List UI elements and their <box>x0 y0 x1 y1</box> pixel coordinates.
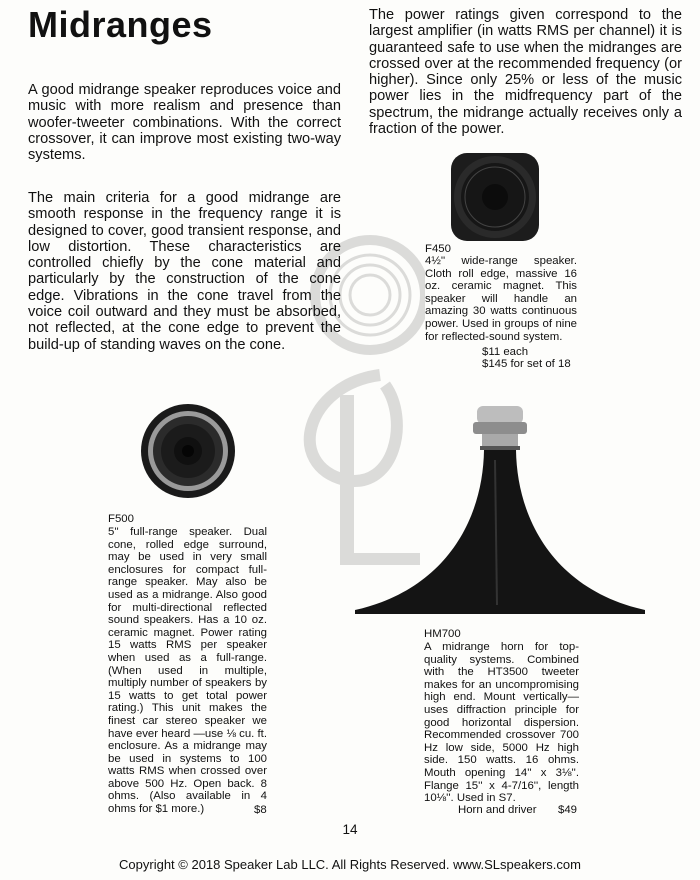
hm700-price-label: Horn and driver <box>458 804 537 816</box>
copyright-footer: Copyright © 2018 Speaker Lab LLC. All Rights Reserved. www.SLspeakers.com <box>119 857 581 872</box>
f450-description: 4½'' wide-range speaker. Cloth roll edge, massive 16 oz. ceramic magnet. This speaker will handle an amazing 30 watts continuous power. Used in groups of nine for reflected-sound system. <box>425 255 577 343</box>
f450-price-set: $145 for set of 18 <box>482 358 571 370</box>
page-title: Midranges <box>28 4 213 45</box>
intro-paragraph: A good midrange speaker reproduces voice and music with more realism and presence than woofer-tweeter combinations. With the correct crossover, it can improve most existing two-way systems. <box>28 82 341 164</box>
f450-price-each: $11 each <box>482 346 529 358</box>
hm700-horn-image <box>345 400 655 620</box>
f500-model: F500 <box>108 513 134 525</box>
f500-speaker-image <box>138 403 238 499</box>
f500-price: $8 <box>254 804 267 816</box>
hm700-model: HM700 <box>424 628 461 640</box>
criteria-paragraph: The main criteria for a good midrange are smooth response in the frequency range it is designed to cover, good transient response, and low distortion. These characteristics are controlled chiefly by the cone material and particularly by the construction of the cone edge. Vibrations in the cone travel from the voice coil outward and they must be absorbed, not reflected, at the cone edge to prevent the build-up of standing waves on the cone. <box>28 190 341 353</box>
page-number: 14 <box>342 822 358 837</box>
f500-description: 5'' full-range speaker. Dual cone, rolled edge surround, may be used in very small enclosures for compact full-range speaker. May also be used as a midrange. Also good for multi-directional reflected sound speakers. Has a 10 oz. ceramic magnet. Power rating 15 watts RMS per speaker when used as a full-range. (When used in multiple, multiply number of speakers by 15 watts to get total power rating.) This unit makes the finest car stereo speaker we have ever heard —use ⅛ cu. ft. enclosure. As a midrange may be used in systems to 100 watts RMS when crossed over above 500 Hz. Open back. 8 ohms. (Also available in 4 ohms for $1 more.) <box>108 526 267 816</box>
f450-model: F450 <box>425 243 451 255</box>
hm700-description: A midrange horn for top-quality systems. Combined with the HT3500 tweeter makes for an uncompromising high end. Mount vertically—uses diffraction principle for good horizontal dispersion. Recommended crossover 700 Hz low side, 5000 Hz high side. 150 watts. 16 ohms. Mouth opening 14'' x 3⅛''. Flange 15'' x 4-7/16'', length 10⅛''. Used in S7. <box>424 641 579 805</box>
hm700-price: $49 <box>558 804 578 816</box>
power-rating-paragraph: The power ratings given correspond to the largest amplifier (in watts RMS per channel) it is guaranteed safe to use when the midranges are crossed over at the recommended frequency (or higher). Since only 25% or less of the music power lies in the midfrequency part of the spectrum, the midrange actually receives only a fraction of the power. <box>369 7 682 138</box>
f450-speaker-image <box>448 150 542 244</box>
